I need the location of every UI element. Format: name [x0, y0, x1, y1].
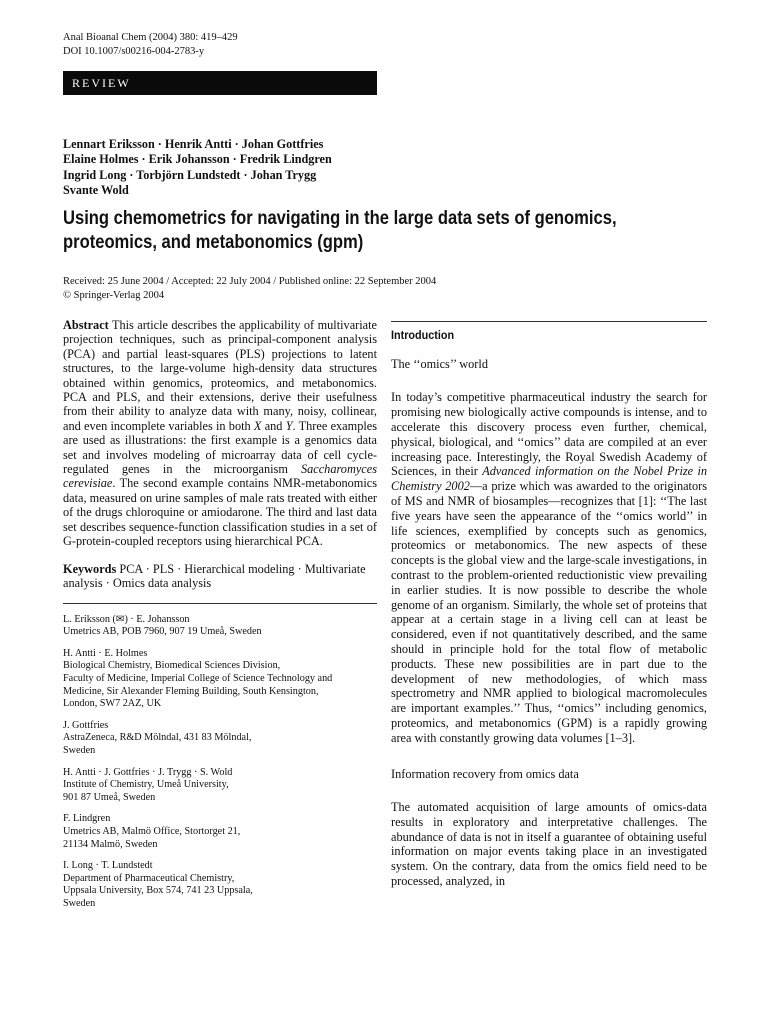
copyright-line: © Springer-Verlag 2004 [63, 289, 165, 301]
affiliation-line: Umetrics AB, Malmö Office, Stortorget 21, [63, 825, 241, 837]
abstract-text: . The second example contains NMR-metabonomics data, measured on urine samples of male rats treated with either of the drugs chloroquine or amiodarone. The third and last data set describes sequence-function classification studies in a set of G-protein-coupled receptors using hierarchical PCA. [63, 476, 377, 549]
affiliation-line: Institute of Chemistry, Umeå University, [63, 779, 229, 791]
title-line: proteomics, and metabonomics (gpm) [63, 231, 364, 253]
paragraph-text: The automated acquisition of large amounts of omics-data results in exploratory and interpretative challenges. The abundance of data is not in itself a guarantee of obtaining useful information on major events taking place in an investigated system. On the contrary, data from the omics field need to be processed, analyzed, in [391, 799, 707, 888]
affiliation [63, 813, 377, 851]
subsection-heading: Information recovery from omics data [391, 766, 579, 781]
affiliation [63, 648, 377, 711]
abstract [63, 318, 377, 549]
keywords [63, 562, 377, 591]
affiliation-line: F. Lindgren [63, 813, 111, 825]
body-paragraph [391, 390, 707, 745]
affiliation-line: Sweden [63, 897, 96, 909]
affiliation-line: Uppsala University, Box 574, 741 23 Uppsala, [63, 885, 253, 897]
affiliation-line: Umetrics AB, POB 7960, 907 19 Umeå, Sweden [63, 626, 262, 638]
keywords-label: Keywords [63, 561, 117, 576]
publication-dates [63, 275, 436, 302]
affiliation [63, 720, 377, 758]
keywords-text: PCA · PLS · Hierarchical modeling · Multivariate analysis · Omics data analysis [63, 561, 366, 590]
abstract-var-y: Y [285, 418, 293, 433]
author-line: Ingrid Long · Torbjörn Lundstedt · Johan Trygg [63, 167, 317, 182]
affiliation [63, 614, 377, 639]
author-list [63, 137, 723, 198]
affiliation-line: H. Antti · E. Holmes [63, 647, 148, 659]
affiliation-line: Faculty of Medicine, Imperial College of Science Technology and [63, 672, 333, 684]
affiliation-line: 901 87 Umeå, Sweden [63, 791, 156, 803]
subsection-heading: The ‘‘omics’’ world [391, 357, 488, 371]
affiliation-line: Biological Chemistry, Biomedical Sciences Division, [63, 660, 281, 672]
dates-line: Received: 25 June 2004 / Accepted: 22 July 2004 / Published online: 22 September 2004 [63, 276, 437, 287]
journal-doi: DOI 10.1007/s00216-004-2783-y [63, 45, 205, 57]
affiliation-line: Medicine, Sir Alexander Fleming Building, South Kensington, [63, 685, 319, 697]
paragraph-italic: Advanced information on the Nobel Prize in Chemistry 2002 [391, 464, 708, 494]
affiliation-line: London, SW7 2AZ, UK [63, 698, 162, 710]
affiliation-line: H. Antti · J. Gottfries · J. Trygg · S. Wold [63, 766, 233, 778]
affiliation [63, 767, 377, 805]
abstract-text: . Three examples are used as illustrations: the first example is a genomics data set and involves modeling of microarray data of cell cycle-regulated genes in the microorganism [63, 418, 378, 477]
journal-header [63, 31, 238, 58]
body-paragraph [391, 800, 707, 889]
abstract-organism: Saccharomyces cerevisiae [63, 462, 377, 491]
paragraph-text: —a prize which was awarded to the originators of MS and NMR of biosamples—recognizes that [1]: ‘‘The last five years have seen the appearance of the ‘‘omics world’’ in life sciences, exemplified by concepts such as genomics, proteomics or metabonomics. The new aspects of these concepts is the global view and the large-scale investigations, in contrast to the problem-oriented reductionistic view prevailing in earlier studies. It is now possible to describe the whole genome of an organism. Similarly, the whole set of proteins that appear at a certain stage in a living cell can at least be considered, even if not quantitatively described, and the same should in principle hold for the total flow of metabolic products. These new possibilities are in part due to the development of new methodologies, of which mass spectrometry and NMR applied to biological macromolecules are important examples.’’ Thus, ‘‘omics’’ including genomics, proteomics, and metabonomics (GPM) is a rapidly growing area with constantly growing data volumes [1–3]. [391, 479, 707, 745]
abstract-text: This article describes the applicability of multivariate projection techniques, such as principal-component analysis (PCA) and partial least-squares (PLS) projections to latent structures, to the large-volume high-density data structures obtained within genomics, proteomics, and metabonomics. PCA and PLS, and their extensions, derive their usefulness from their ability to analyze data with many, noisy, collinear, and even incomplete variables in both [63, 318, 377, 433]
divider [391, 321, 707, 322]
affiliation-line: Department of Pharmaceutical Chemistry, [63, 872, 235, 884]
affiliation-line: Sweden [63, 744, 96, 756]
affiliation-line: I. Long · T. Lundstedt [63, 860, 153, 872]
left-column [63, 318, 377, 910]
title-line: Using chemometrics for navigating in the large data sets of genomics, [63, 207, 617, 229]
section-label: REVIEW [72, 76, 131, 90]
affiliation-line: AstraZeneca, R&D Mölndal, 431 83 Mölndal, [63, 732, 252, 744]
right-column [391, 318, 707, 901]
author-line: Elaine Holmes · Erik Johansson · Fredrik Lindgren [63, 152, 332, 167]
affiliation [63, 860, 377, 910]
abstract-text: and [261, 418, 286, 433]
author-line: Svante Wold [63, 182, 129, 197]
author-line: Lennart Eriksson · Henrik Antti · Johan Gottfries [63, 137, 324, 151]
affiliation-line: L. Eriksson (✉) · E. Johansson [63, 613, 190, 625]
section-label-bar [63, 71, 377, 95]
divider [63, 603, 377, 604]
paragraph-text: In today’s competitive pharmaceutical industry the search for promising new biologically active compounds is intense, and to accelerate this discovery process even further, chemical, physical, biological, and ‘‘omics’’ data are compiled at an ever increasing pace. Interestingly, the Royal Swedish Academy of Sciences, in their [391, 390, 707, 479]
section-heading: Introduction [391, 328, 455, 342]
journal-citation: Anal Bioanal Chem (2004) 380: 419–429 [63, 32, 238, 43]
affiliation-line: 21134 Malmö, Sweden [63, 838, 158, 850]
paper-title [63, 206, 624, 254]
abstract-label: Abstract [63, 318, 109, 332]
affiliation-line: J. Gottfries [63, 719, 109, 731]
abstract-var-x: X [253, 418, 262, 433]
